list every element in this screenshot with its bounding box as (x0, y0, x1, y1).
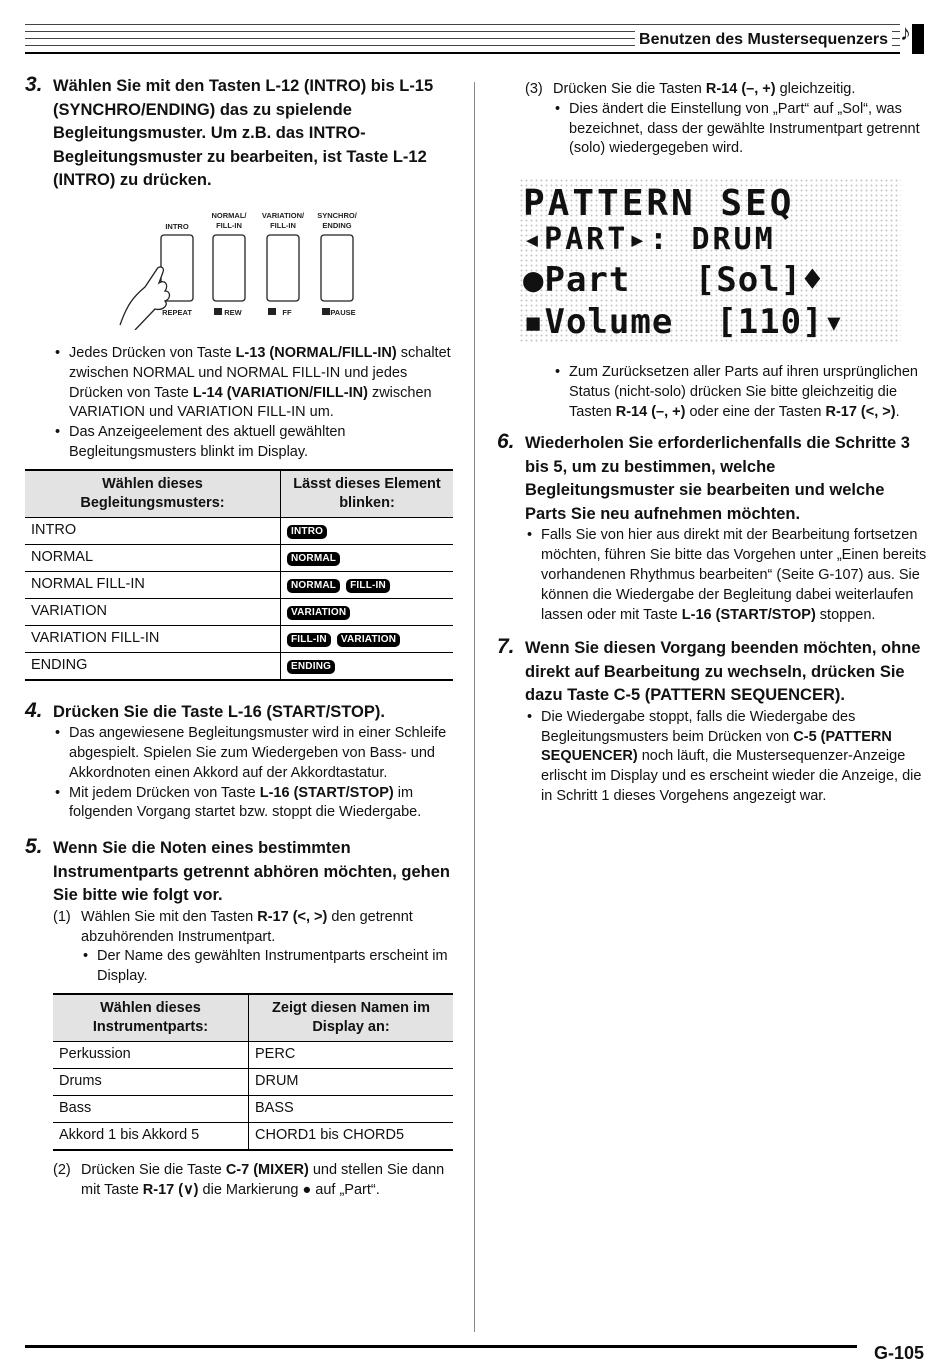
normal-key (213, 235, 245, 301)
step-7-heading: 7. Wenn Sie diesen Vorgang beenden möchten, ohne direkt auf Bearbeitung zu wechseln, drücken Sie dazu Taste C-5 (PATTERN SEQUENCER). (497, 635, 921, 705)
pattern-table-header-1: Wählen dieses Begleitungsmusters: (25, 470, 281, 518)
table-row: VARIATION FILL-IN FILL-IN VARIATION (25, 625, 453, 652)
btn-bottom-ff: FF (282, 308, 292, 317)
btn-label-variation-1: VARIATION/ (261, 211, 305, 220)
bullet-normal-variation: • Jedes Drücken von Taste L-13 (NORMAL/FILL-IN) schaltet zwischen NORMAL und NORMAL FILL-IN und jedes Drücken von Taste L-14 (VARIATION/FILL-IN) zwischen VARIATION und VARIATION FILL-IN um. (53, 344, 455, 423)
right-column-top (497, 80, 927, 159)
bullet-reset: • Zum Zurücksetzen aller Parts auf ihren ursprünglichen Status (nicht-solo) drücken Sie bitte gleichzeitig die Tasten R-14 (–, +) oder eine der Tasten R-17 (<, >). (553, 363, 927, 422)
table-row: INTRO INTRO (25, 517, 453, 544)
left-column (25, 75, 455, 193)
bullet-part-name: • Der Name des gewählten Instrumentparts erscheint im Display. (81, 947, 455, 987)
step-text: Wählen Sie mit den Tasten L-12 (INTRO) bis L-15 (SYNCHRO/ENDING) das zu spielende Begleitungsmuster. Um z.B. das INTRO-Begleitungsmuster zu bearbeiten, ist Taste L-12 (INTRO) zu drücken. (53, 77, 434, 189)
table-row: Akkord 1 bis Akkord 5 CHORD1 bis CHORD5 (53, 1122, 453, 1150)
step-5-heading: 5. Wenn Sie die Noten eines bestimmten Instrumentparts getrennt abhören möchten, gehen Sie bitte wie folgt vor. (25, 835, 450, 905)
right-column-body (497, 363, 927, 807)
table-row: Drums DRUM (53, 1068, 453, 1095)
variation-key (267, 235, 299, 301)
btn-label-synchro-1: SYNCHRO/ (317, 211, 357, 220)
btn-bottom-repeat: REPEAT (162, 308, 192, 317)
table-row: NORMAL NORMAL (25, 544, 453, 571)
step-6-heading: 6. Wiederholen Sie erforderlichenfalls die Schritte 3 bis 5, um zu bestimmen, welche Begleitungsmuster sie bearbeiten und welche Parts Sie neu aufnehmen möchten. (497, 430, 910, 523)
bullet-blink: • Das Anzeigeelement des aktuell gewählten Begleitungsmusters blinkt im Display. (53, 423, 455, 463)
bullet-start-stop: • Mit jedem Drücken von Taste L-16 (START/STOP) im folgenden Vorgang startet bzw. stoppt die Wiedergabe. (53, 784, 455, 824)
column-divider (474, 82, 475, 1332)
step-number: 3. (25, 73, 43, 96)
lcd-display (519, 178, 901, 344)
left-column-body (25, 344, 455, 1201)
table-row: VARIATION VARIATION (25, 598, 453, 625)
step-4-heading: 4. Drücken Sie die Taste L-16 (START/STOP). (25, 698, 385, 722)
bullet-loop: • Das angewiesene Begleitungsmuster wird in einer Schleife abgespielt. Spielen Sie zum Wiedergeben von Bass- und Akkordnoten einen Akkord auf der Akkordtastatur. (53, 724, 455, 783)
lcd-line-4: ▪Volume [110]▾ (523, 302, 846, 342)
bullet-continue: • Falls Sie von hier aus direkt mit der Bearbeitung fortsetzen möchten, führen Sie bitte das Vorgehen unter „Einen bereits vorhandenen Rhythmus bearbeiten“ (Seite G-107) aus. Sie können die Wiedergabe der Begleitung dabei weiterlaufen lassen oder mit Taste L-16 (START/STOP) stoppen. (525, 526, 927, 625)
btn-bottom-pause: PAUSE (330, 308, 356, 317)
step-3-heading (25, 75, 455, 193)
btn-label-normal-1: NORMAL/ (211, 211, 247, 220)
btn-label-normal-2: FILL-IN (216, 221, 242, 230)
pattern-table-header-2: Lässt dieses Element blinken: (281, 470, 454, 518)
btn-label-variation-2: FILL-IN (270, 221, 296, 230)
page-number: G-105 (873, 1343, 924, 1363)
indicator-tag: FILL-IN (346, 579, 390, 593)
indicator-tag: NORMAL (287, 552, 340, 566)
header-title: Benutzen des Mustersequenzers (635, 31, 892, 49)
lcd-line-2: ◂PART▸: DRUM (523, 222, 776, 257)
substep-3: (3) Drücken Sie die Tasten R-14 (–, +) gleichzeitig. (525, 81, 856, 97)
table-row: Bass BASS (53, 1095, 453, 1122)
footer-rule (25, 1345, 857, 1348)
indicator-tag: FILL-IN (287, 633, 331, 647)
lcd-line-3: ●Part [Sol]♦ (523, 260, 824, 300)
btn-bottom-rew: REW (224, 308, 242, 317)
part-table (53, 993, 453, 1151)
indicator-tag: NORMAL (287, 579, 340, 593)
header-tab-block (912, 24, 924, 54)
indicator-tag: INTRO (287, 525, 327, 539)
pattern-table (25, 469, 453, 681)
btn-label-intro: INTRO (165, 222, 189, 231)
table-row: Perkussion PERC (53, 1041, 453, 1068)
substep-2: (2) Drücken Sie die Taste C-7 (MIXER) und stellen Sie dann mit Taste R-17 (∨) die Markierung ● auf „Part“. (53, 1161, 445, 1198)
part-table-header-1: Wählen dieses Instrumentparts: (53, 994, 249, 1042)
indicator-tag: ENDING (287, 660, 335, 674)
part-table-header-2: Zeigt diesen Namen im Display an: (249, 994, 454, 1042)
music-note-icon: ♪ (900, 20, 911, 45)
table-row: NORMAL FILL-IN NORMAL FILL-IN (25, 571, 453, 598)
table-row: ENDING ENDING (25, 652, 453, 680)
lcd-line-1: PATTERN SEQ (523, 183, 795, 224)
bullet-stop: • Die Wiedergabe stoppt, falls die Wiedergabe des Begleitungsmusters beim Drücken von C-5 (PATTERN SEQUENCER) noch läuft, die Mustersequenzer-Anzeige erlischt im Display und es erscheint wieder die Anzeige, die in Schritt 1 dieses Vorgehens angezeigt war. (525, 708, 927, 807)
btn-label-synchro-2: ENDING (322, 221, 352, 230)
synchro-key (321, 235, 353, 301)
indicator-tag: VARIATION (287, 606, 350, 620)
bullet-solo: • Dies ändert die Einstellung von „Part“ auf „Sol“, was bezeichnet, dass der gewählte Instrumentpart getrennt (solo) wiedergegeben wird. (553, 100, 927, 159)
substep-1: (1) Wählen Sie mit den Tasten R-17 (<, >) den getrennt abzuhörenden Instrumentpart. (53, 908, 413, 945)
button-diagram (115, 205, 385, 330)
indicator-tag: VARIATION (337, 633, 400, 647)
pressing-hand-icon (120, 267, 170, 330)
